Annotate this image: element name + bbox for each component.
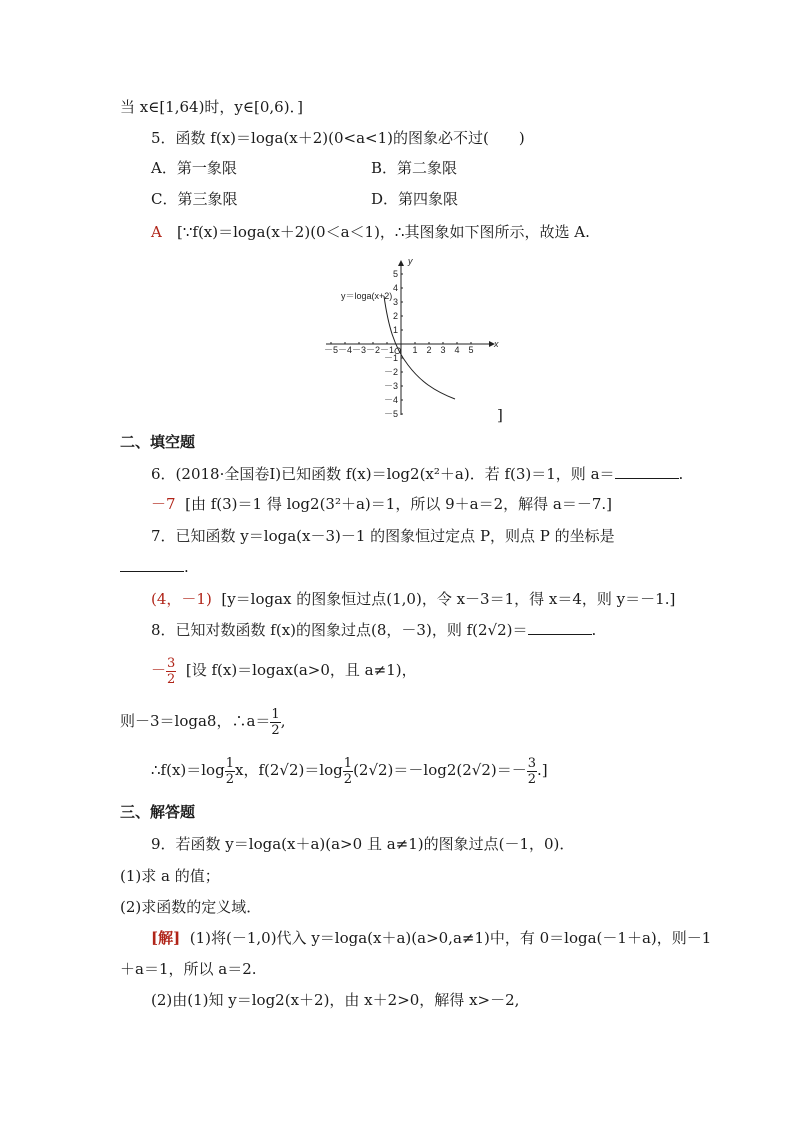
section-solve: 三、解答题 [120,803,196,821]
fraction-numerator: 3 [527,755,537,771]
answer-key-6: －7 [151,495,176,513]
answer-key-8-sign: － [151,661,167,679]
question-7: 7．已知函数 y＝loga(x－3)－1 的图象恒过定点 P，则点 P 的坐标是 [151,527,615,545]
y-tick-label: －4 [383,395,398,405]
answer-8-step3-mid2: (2√2)＝－log2(2√2)＝－ [353,761,527,779]
x-tick-label: －1 [379,345,395,355]
answer-key-5: A [151,223,162,241]
solution-label: [解] [151,929,181,947]
fraction-denominator: 2 [225,772,234,787]
answer-8-step3-mid: x，f(2√2)＝log [234,761,343,779]
answer-key-7: (4，－1) [151,590,212,608]
answer-5-close: ] [497,406,503,424]
y-tick-label: －2 [383,367,398,377]
fraction-denominator: 2 [527,771,537,787]
answer-6-line [151,494,612,514]
question-6 [151,464,683,484]
x-axis-label: x [494,339,499,349]
x-tick-label: 1 [412,345,418,355]
answer-5: [∵f(x)＝loga(x＋2)(0＜a＜1)，∴其图象如下图所示，故选 A. [177,223,590,241]
x-tick-label: －5 [323,345,339,355]
y-tick-label: 5 [392,269,398,279]
fraction [270,707,280,738]
fraction [343,756,353,787]
answer-8: [设 f(x)＝logax(a>0，且 a≠1)， [185,661,417,679]
answer-key-8-fraction [166,656,176,687]
option-d: D．第四象限 [371,190,459,208]
log-function-graph [318,255,508,417]
option-a: A．第一象限 [151,159,237,177]
answer-6: [由 f(3)＝1 得 log2(3²＋a)＝1，所以 9＋a＝2，解得 a＝－7.] [185,495,612,513]
answer-8-line [151,652,417,688]
answer-8-step2-text: 则－3＝loga8，∴a＝ [120,712,271,730]
x-tick-label: 5 [468,345,474,355]
answer-blank-7 [120,557,184,572]
fraction-denominator: 2 [343,772,353,787]
origin-label: O [394,346,402,356]
x-tick-label: －4 [337,345,353,355]
fraction-numerator: 1 [343,756,353,771]
answer-9-text: (1)将(－1,0)代入 y＝loga(x＋a)(a>0,a≠1)中，有 0＝loga(－1＋a)，则－1 [189,929,712,947]
x-tick-label: 2 [426,345,432,355]
text-line: 当 x∈[1,64)时，y∈[0,6)．] [120,98,303,116]
fraction-numerator: 1 [271,706,280,722]
question-8 [151,620,596,640]
y-tick-label: 1 [392,325,398,335]
question-8-text: 8．已知对数函数 f(x)的图象过点(8，－3)，则 f(2√2)＝ [151,621,528,639]
fraction-denominator: 2 [271,722,280,738]
answer-blank-8 [528,620,592,635]
answer-7-line [151,589,675,609]
y-tick-label: 3 [392,297,398,307]
fraction [225,756,235,787]
answer-7: [y＝logax 的图象恒过点(1,0)，令 x－3＝1，得 x＝4，则 y＝－1.] [221,590,676,608]
answer-8-step3 [151,752,548,788]
fraction-numerator: 3 [167,655,176,671]
y-tick-label: 2 [392,311,398,321]
answer-8-step3-pre: ∴f(x)＝log [151,761,225,779]
curve-label: y＝loga(x+2) [341,291,393,301]
y-tick-label: －3 [383,381,398,391]
question-9-part1: (1)求 a 的值； [120,867,220,885]
y-axis-label: y [408,256,413,266]
fraction-denominator: 2 [167,671,176,687]
y-tick-label: －5 [383,409,398,417]
y-tick-label: －1 [383,353,398,363]
question-6-text: 6．(2018·全国卷Ⅰ)已知函数 f(x)＝log2(x²＋a)．若 f(3)＝1，则 a＝ [151,465,615,483]
answer-9-line2: ＋a＝1，所以 a＝2. [120,960,257,978]
answer-8-step2 [120,703,285,739]
fraction-numerator: 1 [225,756,234,771]
question-6-end: . [678,465,684,483]
answer-8-step2-end: , [280,712,286,730]
question-9-part2: (2)求函数的定义域． [120,898,262,916]
x-tick-label: －3 [351,345,367,355]
option-c: C．第三象限 [151,190,238,208]
question-7-blank [120,557,189,577]
fraction [527,756,537,787]
question-7-end: . [184,558,189,576]
x-tick-label: 4 [454,345,460,355]
x-tick-label: －2 [365,345,381,355]
y-tick-label: 4 [392,283,398,293]
answer-9-line3: (2)由(1)知 y＝log2(x＋2)，由 x＋2>0，解得 x>－2, [151,991,520,1009]
x-tick-label: 3 [440,345,446,355]
question-9: 9．若函数 y＝loga(x＋a)(a>0 且 a≠1)的图象过点(－1，0)． [151,835,575,853]
answer-blank-6 [615,464,679,479]
answer-8-step3-end: .] [537,761,548,779]
question-5: 5．函数 f(x)＝loga(x＋2)(0<a<1)的图象必不过( ) [151,129,525,147]
section-fill-in: 二、填空题 [120,433,196,451]
option-b: B．第二象限 [371,159,458,177]
question-8-end: . [591,621,597,639]
answer-9-line1 [151,928,711,948]
